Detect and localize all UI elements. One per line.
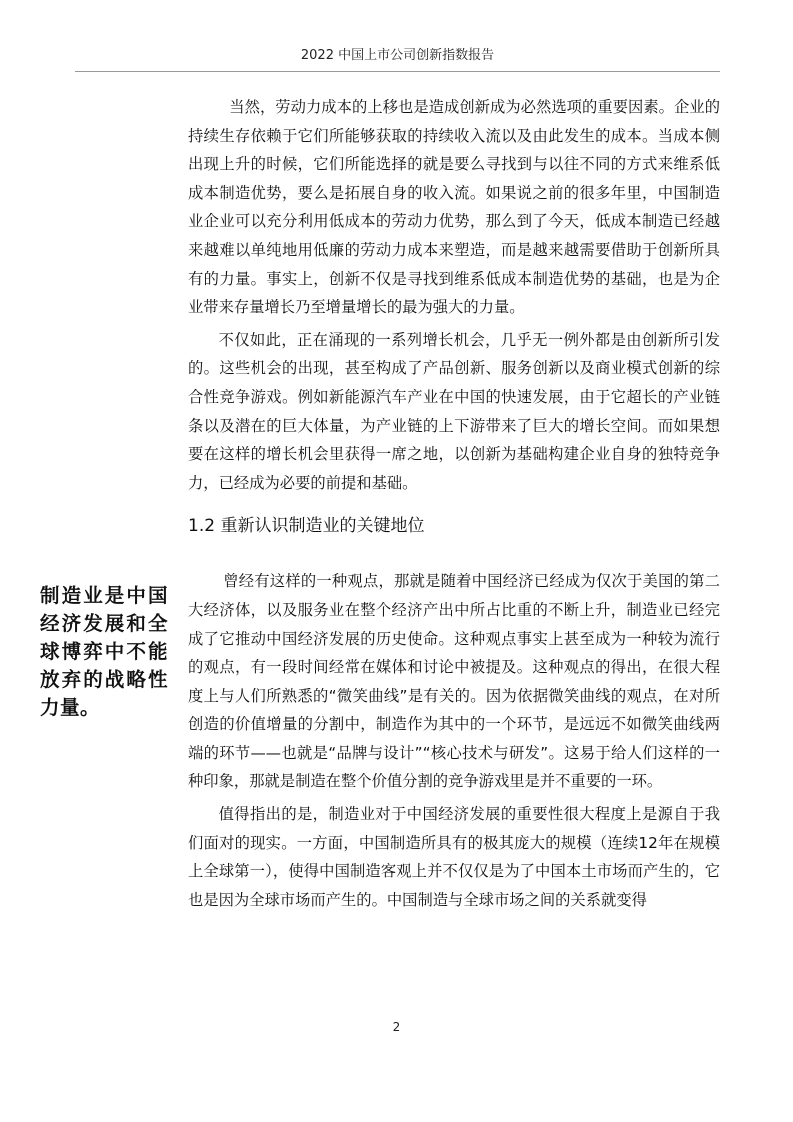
running-header: 2022 中国上市公司创新指数报告 bbox=[300, 48, 495, 63]
page-number: 2 bbox=[392, 1020, 401, 1034]
header-divider bbox=[75, 71, 720, 72]
section-heading: 1.2 重新认识制造业的关键地位 bbox=[188, 516, 425, 537]
main-text-column bbox=[188, 93, 720, 918]
paragraph-labor-cost: 当然，劳动力成本的上移也是造成创新成为必然选项的重要因素。企业的持续生存依赖于它们所能够获取的持续收入流以及由此发生的成本。当成本侧出现上升的时候，它们所能选择的就是要么寻找到与以往不同的方式来维系低成本制造优势，要么是拓展自身的收入流。如果说之前的很多年里，中国制造业企业可以充分利用低成本的劳动力优势，那么到了今天，低成本制造已经越来越难以单纯地用低廉的劳动力成本来塑造，而是越来越需要借助于创新所具有的力量。事实上，创新不仅是寻找到维系低成本制造优势的基础，也是为企业带来存量增长乃至增量增长的最为强大的力量。 bbox=[188, 98, 720, 317]
paragraph-manufacturing-importance: 值得指出的是，制造业对于中国经济发展的重要性很大程度上是源自于我们面对的现实。一方面，中国制造所具有的极其庞大的规模（连续12年在规模上全球第一），使得中国制造客观上并不仅仅是为了中国本土市场而产生的，它也是因为全球市场而产生的。中国制造与全球市场之间的关系就变得 bbox=[188, 805, 720, 909]
paragraph-growth-opportunities: 不仅如此，正在涌现的一系列增长机会，几乎无一例外都是由创新所引发的。这些机会的出现，甚至构成了产品创新、服务创新以及商业模式创新的综合性竞争游戏。例如新能源汽车产业在中国的快速发展，由于它超长的产业链条以及潜在的巨大体量，为产业链的上下游带来了巨大的增长空间。而如果想要在这样的增长机会里获得一席之地，以创新为基础构建企业自身的独特竞争力，已经成为必要的前提和基础。 bbox=[188, 330, 720, 492]
sidebar-callout: 制造业是中国经济发展和全球博弈中不能放弃的战略性力量。 bbox=[40, 584, 168, 719]
paragraph-smile-curve: 曾经有这样的一种观点，那就是随着中国经济已经成为仅次于美国的第二大经济体，以及服务业在整个经济产出中所占比重的不断上升，制造业已经完成了它推动中国经济发展的历史使命。这种观点事实上甚至成为一种较为流行的观点，有一段时间经常在媒体和讨论中被提及。这种观点的得出，在很大程度上与人们所熟悉的“微笑曲线”是有关的。因为依据微笑曲线的观点，在对所创造的价值增量的分割中，制造作为其中的一个环节，是远远不如微笑曲线两端的环节——也就是“品牌与设计”“核心技术与研发”。这易于给人们这样的一种印象，那就是制造在整个价值分割的竞争游戏里是并不重要的一环。 bbox=[188, 572, 720, 791]
